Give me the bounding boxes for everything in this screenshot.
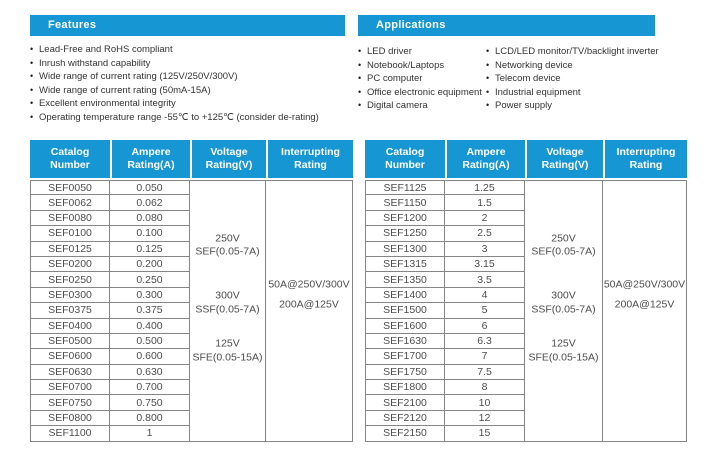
ampere-rating-cell: 3.5 [445,272,525,287]
voltage-rating-cell [190,180,266,442]
ampere-rating-cell: 0.750 [110,395,190,410]
catalog-number-cell: SEF1600 [365,319,445,334]
table-header-row [365,140,687,180]
catalog-number-cell: SEF0250 [30,272,110,287]
ampere-rating-cell: 3 [445,242,525,257]
header-catalog-number: Catalog Number [30,140,110,180]
catalog-number-cell: SEF1315 [365,257,445,272]
application-item-label: Telecom device [495,73,561,85]
features-list [30,43,350,125]
application-item [486,45,666,59]
voltage-value: 250V [215,232,240,245]
table-header-row [30,140,353,180]
feature-item-label: Wide range of current rating (125V/250V/300V) [39,71,238,83]
catalog-number-cell: SEF1300 [365,242,445,257]
bullet-icon: • [30,44,34,54]
voltage-block [525,232,602,259]
application-item-label: Industrial equipment [495,86,581,98]
voltage-block [190,232,265,259]
ampere-rating-cell: 1.5 [445,195,525,210]
ampere-rating-cell: 0.080 [110,211,190,226]
application-item-label: Power supply [495,100,553,112]
bullet-icon: • [30,98,34,109]
catalog-number-cell: SEF0600 [30,349,110,364]
catalog-number-cell: SEF0750 [30,395,110,410]
header-ampere-rating: Ampere Rating(A) [445,140,525,180]
application-item [358,45,486,59]
bullet-icon: • [30,71,34,82]
feature-item [30,84,350,98]
ampere-rating-cell: 0.200 [110,257,190,272]
bullet-icon: • [358,73,362,84]
catalog-number-cell: SEF1250 [365,226,445,241]
application-item [486,72,666,86]
voltage-value: 300V [215,289,240,302]
interrupting-rating-line: 50A@250V/300V [603,278,686,291]
catalog-number-cell: SEF2150 [365,426,445,441]
application-item [486,59,666,73]
catalog-number-cell: SEF2120 [365,411,445,426]
ampere-rating-cell: 0.400 [110,319,190,334]
catalog-number-cell: SEF1500 [365,303,445,318]
spec-table-right [365,140,687,442]
voltage-rating-cell [525,180,603,442]
interrupting-rating-cell [266,180,353,442]
catalog-number-cell: SEF1150 [365,195,445,210]
interrupting-rating-line: 200A@125V [614,298,675,311]
ampere-rating-cell: 2 [445,211,525,226]
bullet-icon: • [358,46,362,56]
catalog-number-cell: SEF1800 [365,380,445,395]
bullet-icon: • [486,46,490,56]
application-item [486,86,666,100]
catalog-number-cell: SEF0400 [30,319,110,334]
ampere-rating-cell: 1 [110,426,190,441]
catalog-number-cell: SEF0100 [30,226,110,241]
voltage-value: 125V [551,337,576,350]
catalog-number-cell: SEF0375 [30,303,110,318]
voltage-value: 125V [215,337,240,350]
ampere-rating-cell: 0.375 [110,303,190,318]
series-range: SFE(0.05-15A) [528,351,599,364]
ampere-rating-cell: 3.15 [445,257,525,272]
series-range: SSF(0.05-7A) [195,303,260,316]
applications-title: Applications [376,19,446,31]
feature-item [30,70,350,84]
bullet-icon: • [358,100,362,111]
applications-column-1 [358,45,486,113]
ampere-rating-cell: 0.500 [110,334,190,349]
series-range: SSF(0.05-7A) [531,303,596,316]
application-item-label: LCD/LED monitor/TV/backlight inverter [495,46,659,57]
feature-item-label: Operating temperature range -55℃ to +125℃ (consider de-rating) [39,111,319,123]
ampere-rating-cell: 0.300 [110,288,190,303]
bullet-icon: • [358,59,362,70]
ampere-rating-cell: 0.062 [110,195,190,210]
catalog-number-cell: SEF0300 [30,288,110,303]
ampere-rating-cell: 0.600 [110,349,190,364]
catalog-number-cell: SEF1100 [30,426,110,441]
table-row [365,180,687,195]
header-catalog-number: Catalog Number [365,140,445,180]
catalog-number-cell: SEF1125 [365,180,445,195]
application-item [358,86,486,100]
ampere-rating-cell: 10 [445,395,525,410]
voltage-value: 250V [551,232,576,245]
ampere-rating-cell: 8 [445,380,525,395]
catalog-number-cell: SEF0125 [30,242,110,257]
application-item-label: PC computer [367,73,423,85]
feature-item [30,111,350,125]
header-voltage-rating: Voltage Rating(V) [190,140,266,180]
catalog-number-cell: SEF0800 [30,411,110,426]
interrupting-rating-cell [603,180,687,442]
voltage-value: 300V [551,289,576,302]
feature-item-label: Lead-Free and RoHS compliant [39,44,173,55]
application-item [358,59,486,73]
ampere-rating-cell: 0.630 [110,365,190,380]
ampere-rating-cell: 0.250 [110,272,190,287]
bullet-icon: • [358,86,362,97]
voltage-block [525,290,602,317]
ampere-rating-cell: 0.050 [110,180,190,195]
feature-item-label: Excellent environmental integrity [39,98,176,110]
bullet-icon: • [486,100,490,111]
voltage-block [525,338,602,365]
bullet-icon: • [30,84,34,95]
bullet-icon: • [486,86,490,97]
ampere-rating-cell: 1.25 [445,180,525,195]
series-range: SEF(0.05-7A) [531,245,596,258]
bullet-icon: • [30,111,34,122]
ampere-rating-cell: 4 [445,288,525,303]
applications-section-header [358,15,655,36]
application-item [358,72,486,86]
ampere-rating-cell: 0.125 [110,242,190,257]
feature-item [30,97,350,111]
catalog-number-cell: SEF1400 [365,288,445,303]
interrupting-rating-block [603,279,686,312]
application-item-label: Networking device [495,59,573,71]
application-item [486,99,666,113]
applications-list [358,45,668,113]
catalog-number-cell: SEF0630 [30,365,110,380]
application-item-label: LED driver [367,46,412,57]
ampere-rating-cell: 2.5 [445,226,525,241]
ampere-rating-cell: 7 [445,349,525,364]
catalog-number-cell: SEF1750 [365,365,445,380]
voltage-block [190,290,265,317]
feature-item [30,43,350,57]
spec-table-left [30,140,353,442]
features-section-header [30,15,345,36]
bullet-icon: • [486,59,490,70]
interrupting-rating-line: 50A@250V/300V [268,278,350,291]
table-row [30,180,353,195]
interrupting-rating-line: 200A@125V [279,298,339,311]
bullet-icon: • [30,57,34,68]
ampere-rating-cell: 6 [445,319,525,334]
application-item-label: Notebook/Laptops [367,59,445,71]
catalog-number-cell: SEF1630 [365,334,445,349]
catalog-number-cell: SEF1700 [365,349,445,364]
bullet-icon: • [486,73,490,84]
feature-item-label: Inrush withstand capability [39,57,151,69]
application-item-label: Digital camera [367,100,428,112]
series-range: SFE(0.05-15A) [192,351,263,364]
catalog-number-cell: SEF2100 [365,395,445,410]
application-item [358,99,486,113]
ampere-rating-cell: 0.800 [110,411,190,426]
ampere-rating-cell: 15 [445,426,525,441]
ampere-rating-cell: 12 [445,411,525,426]
voltage-block [190,338,265,365]
application-item-label: Office electronic equipment [367,86,482,98]
ampere-rating-cell: 7.5 [445,365,525,380]
series-range: SEF(0.05-7A) [195,245,260,258]
feature-item [30,57,350,71]
catalog-number-cell: SEF0500 [30,334,110,349]
ampere-rating-cell: 0.100 [110,226,190,241]
ampere-rating-cell: 0.700 [110,380,190,395]
interrupting-rating-block [266,279,352,312]
feature-item-label: Wide range of current rating (50mA-15A) [39,84,211,96]
header-interrupting-rating: Interrupting Rating [266,140,353,180]
header-ampere-rating: Ampere Rating(A) [110,140,190,180]
catalog-number-cell: SEF0200 [30,257,110,272]
catalog-number-cell: SEF0050 [30,180,110,195]
features-title: Features [48,19,97,31]
catalog-number-cell: SEF0062 [30,195,110,210]
applications-column-2 [486,45,666,113]
catalog-number-cell: SEF0080 [30,211,110,226]
ampere-rating-cell: 6.3 [445,334,525,349]
header-interrupting-rating: Interrupting Rating [603,140,687,180]
catalog-number-cell: SEF0700 [30,380,110,395]
catalog-number-cell: SEF1200 [365,211,445,226]
header-voltage-rating: Voltage Rating(V) [525,140,603,180]
ampere-rating-cell: 5 [445,303,525,318]
catalog-number-cell: SEF1350 [365,272,445,287]
